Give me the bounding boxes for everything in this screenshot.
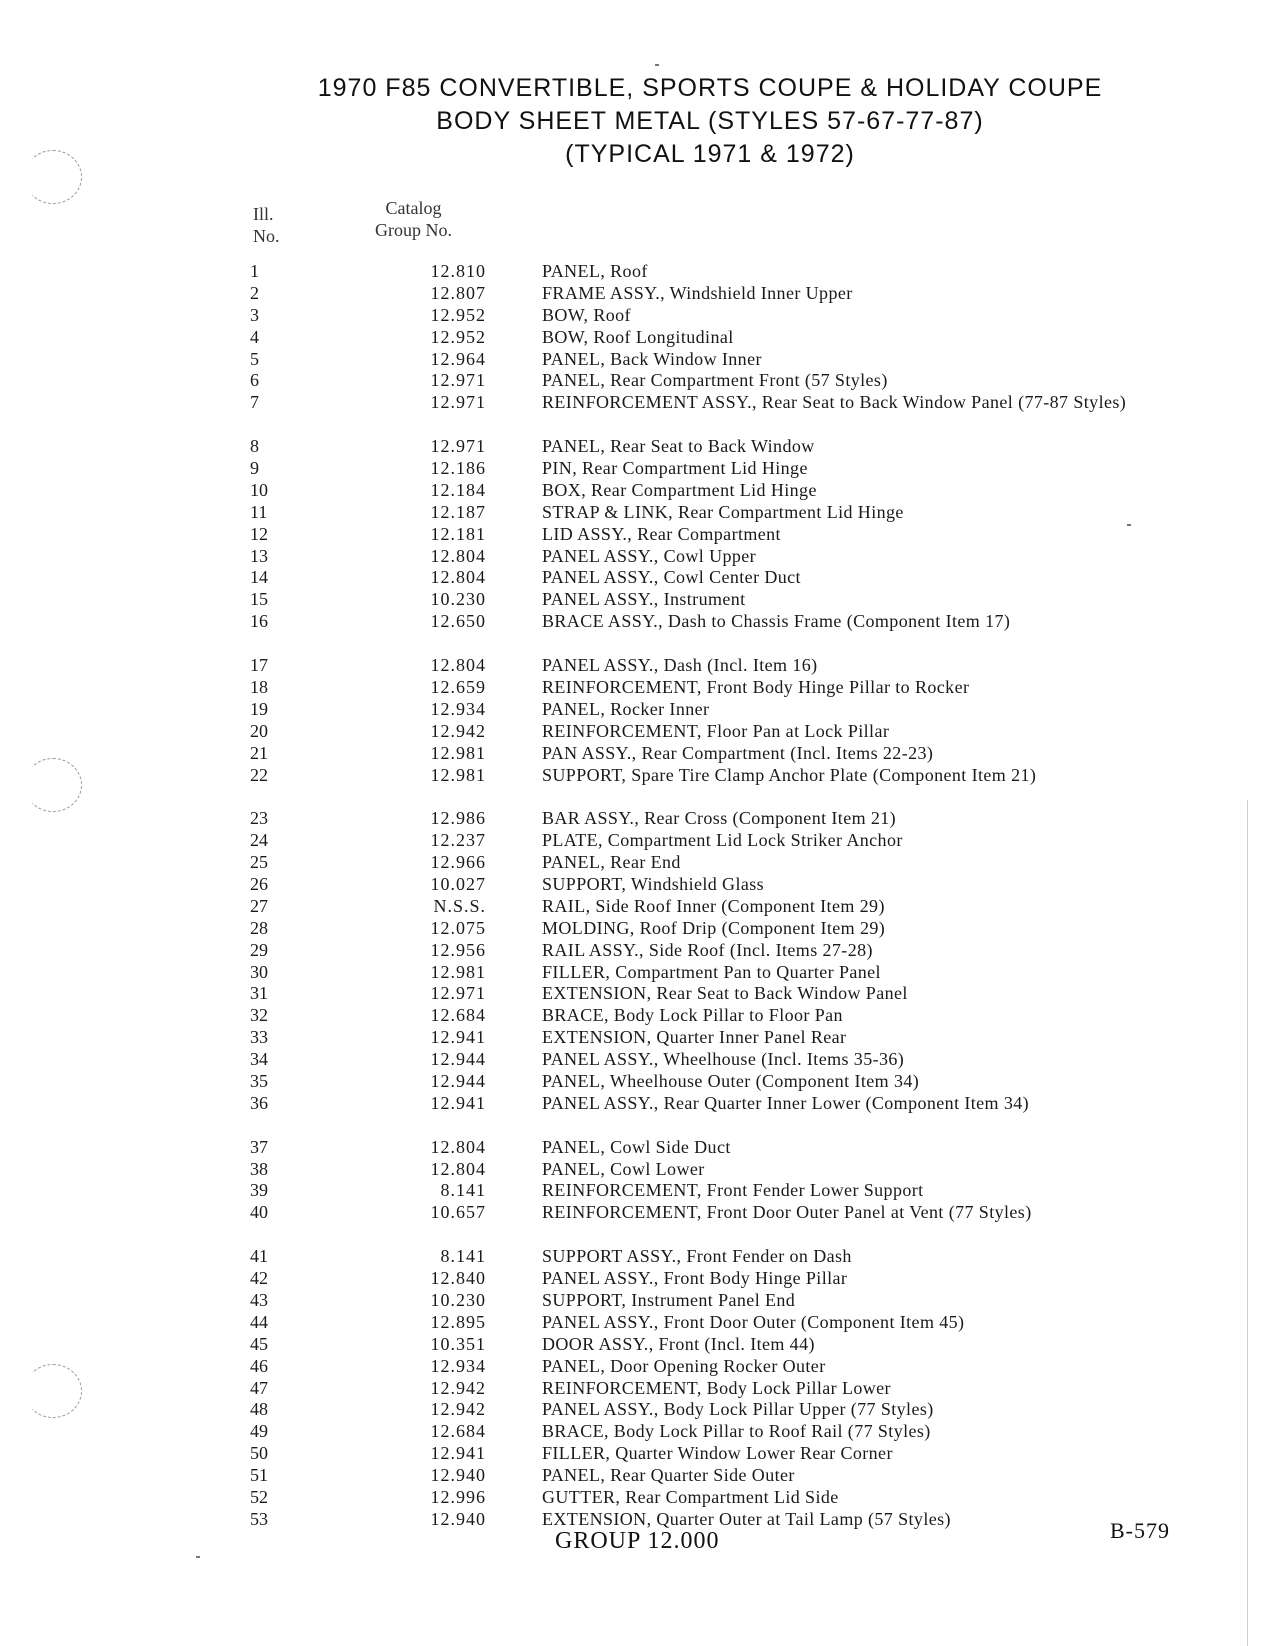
catalog-group-number: 12.840 <box>430 1268 486 1289</box>
ill-number: 31 <box>250 983 268 1004</box>
column-header-catalog-group <box>375 197 452 241</box>
part-description: STRAP & LINK, Rear Compartment Lid Hinge <box>542 501 904 522</box>
list-item <box>0 1071 1271 1093</box>
part-description: REINFORCEMENT, Body Lock Pillar Lower <box>542 1377 891 1398</box>
catalog-group-number: 12.942 <box>430 720 486 741</box>
ill-number: 11 <box>250 501 268 522</box>
catalog-group-number: 12.934 <box>430 1355 486 1376</box>
catalog-group-number: 10.230 <box>430 589 486 610</box>
catalog-group-number: 12.650 <box>430 611 486 632</box>
catalog-group-number: 12.804 <box>430 1136 486 1157</box>
title-line-2: BODY SHEET METAL (STYLES 57-67-77-87) <box>436 107 984 135</box>
ill-number: 39 <box>250 1180 268 1201</box>
list-item <box>0 743 1271 765</box>
part-description: LID ASSY., Rear Compartment <box>542 523 781 544</box>
part-description: PANEL, Rocker Inner <box>542 698 710 719</box>
part-description: PANEL ASSY., Front Door Outer (Component Item 45) <box>542 1311 965 1332</box>
list-item <box>0 699 1271 721</box>
ill-number: 33 <box>250 1027 268 1048</box>
part-description: PANEL ASSY., Cowl Center Duct <box>542 567 801 588</box>
catalog-group-number: 12.952 <box>430 326 486 347</box>
catalog-group-number: 12.237 <box>430 830 486 851</box>
catalog-group-number: 12.659 <box>430 676 486 697</box>
part-description: SUPPORT, Spare Tire Clamp Anchor Plate (Component Item 21) <box>542 764 1037 785</box>
part-description: SUPPORT, Instrument Panel End <box>542 1289 796 1310</box>
list-item <box>0 283 1271 305</box>
ill-number: 21 <box>250 742 268 763</box>
list-item <box>0 261 1271 283</box>
footer-group-label: GROUP 12.000 <box>555 1528 720 1554</box>
catalog-group-number: 12.941 <box>430 1443 486 1464</box>
part-description: BRACE, Body Lock Pillar to Floor Pan <box>542 1005 843 1026</box>
ill-number: 41 <box>250 1246 268 1267</box>
ill-number: 46 <box>250 1355 268 1376</box>
ill-number: 14 <box>250 567 268 588</box>
part-description: PANEL ASSY., Wheelhouse (Incl. Items 35-36) <box>542 1049 905 1070</box>
list-item <box>0 830 1271 852</box>
catalog-group-number: 12.971 <box>430 392 486 413</box>
catalog-group-number: 12.895 <box>430 1311 486 1332</box>
catalog-group-number: 12.996 <box>430 1486 486 1507</box>
part-description: PIN, Rear Compartment Lid Hinge <box>542 458 808 479</box>
part-description: PANEL, Rear End <box>542 852 681 873</box>
list-item <box>0 611 1271 655</box>
part-description: REINFORCEMENT, Front Body Hinge Pillar to Rocker <box>542 676 970 697</box>
ill-number: 4 <box>250 326 259 347</box>
part-description: BOW, Roof <box>542 304 631 325</box>
list-item <box>0 1378 1271 1400</box>
part-description: PLATE, Compartment Lid Lock Striker Anchor <box>542 830 903 851</box>
ill-number: 3 <box>250 304 259 325</box>
scan-speck <box>196 1556 200 1558</box>
part-description: PANEL, Cowl Lower <box>542 1158 705 1179</box>
part-description: PANEL, Rear Compartment Front (57 Styles) <box>542 370 888 391</box>
ill-number: 44 <box>250 1311 268 1332</box>
part-description: FRAME ASSY., Windshield Inner Upper <box>542 282 853 303</box>
ill-number: 47 <box>250 1377 268 1398</box>
ill-number: 5 <box>250 348 259 369</box>
parts-list <box>0 261 1271 1531</box>
catalog-group-number: 12.184 <box>430 479 486 500</box>
ill-number: 7 <box>250 392 259 413</box>
catalog-group-number: 12.810 <box>430 261 486 281</box>
list-item <box>0 940 1271 962</box>
part-description: DOOR ASSY., Front (Incl. Item 44) <box>542 1333 815 1354</box>
catalog-group-number: 12.952 <box>430 304 486 325</box>
list-item <box>0 721 1271 743</box>
list-item <box>0 392 1271 436</box>
catalog-group-number: 10.027 <box>430 873 486 894</box>
part-description: REINFORCEMENT, Floor Pan at Lock Pillar <box>542 720 890 741</box>
list-item <box>0 1487 1271 1509</box>
ill-number: 20 <box>250 720 268 741</box>
part-description: PANEL ASSY., Body Lock Pillar Upper (77 Styles) <box>542 1399 934 1420</box>
catalog-group-number: 12.807 <box>430 282 486 303</box>
part-description: PANEL ASSY., Instrument <box>542 589 746 610</box>
ill-number: 24 <box>250 830 268 851</box>
part-description: RAIL, Side Roof Inner (Component Item 29) <box>542 895 885 916</box>
list-item <box>0 677 1271 699</box>
part-description: MOLDING, Roof Drip (Component Item 29) <box>542 917 886 938</box>
part-description: PANEL, Wheelhouse Outer (Component Item 34) <box>542 1071 920 1091</box>
list-item <box>0 1137 1271 1159</box>
catalog-group-number: 12.986 <box>430 808 486 829</box>
catalog-group-number: 12.981 <box>430 961 486 982</box>
list-item <box>0 1268 1271 1290</box>
page-title <box>300 72 1120 171</box>
list-item <box>0 1049 1271 1071</box>
part-description: PANEL, Rear Seat to Back Window <box>542 436 815 457</box>
catalog-group-number: 8.141 <box>440 1246 486 1267</box>
list-item <box>0 1093 1271 1137</box>
catalog-group-number: 12.940 <box>430 1508 486 1529</box>
catalog-group-number: 12.944 <box>430 1049 486 1070</box>
catalog-group-number: 8.141 <box>440 1180 486 1201</box>
ill-number: 18 <box>250 676 268 697</box>
ill-number: 25 <box>250 852 268 873</box>
catalog-group-number: 10.351 <box>430 1333 486 1354</box>
part-description: GUTTER, Rear Compartment Lid Side <box>542 1486 839 1507</box>
ill-number: 15 <box>250 589 268 610</box>
part-description: BRACE, Body Lock Pillar to Roof Rail (77 Styles) <box>542 1421 931 1442</box>
ill-number: 35 <box>250 1071 268 1091</box>
catalog-group-number: 10.230 <box>430 1289 486 1310</box>
list-item <box>0 589 1271 611</box>
catalog-group-number: 12.941 <box>430 1027 486 1048</box>
part-description: SUPPORT ASSY., Front Fender on Dash <box>542 1246 852 1267</box>
list-item <box>0 1202 1271 1246</box>
part-description: REINFORCEMENT ASSY., Rear Seat to Back Window Panel (77-87 Styles) <box>542 392 1127 413</box>
ill-number: 52 <box>250 1486 268 1507</box>
list-item <box>0 655 1271 677</box>
list-item <box>0 852 1271 874</box>
catalog-group-number: 12.804 <box>430 567 486 588</box>
catalog-group-number: 12.966 <box>430 852 486 873</box>
catalog-group-number: 12.942 <box>430 1377 486 1398</box>
ill-number: 29 <box>250 939 268 960</box>
ill-number: 34 <box>250 1049 268 1070</box>
part-description: PANEL, Back Window Inner <box>542 348 762 369</box>
list-item <box>0 458 1271 480</box>
list-item <box>0 502 1271 524</box>
list-item <box>0 962 1271 984</box>
catalog-group-number: 12.804 <box>430 545 486 566</box>
catalog-group-number: 12.981 <box>430 742 486 763</box>
catalog-group-number: 12.187 <box>430 501 486 522</box>
ill-number: 1 <box>250 261 259 281</box>
part-description: EXTENSION, Quarter Outer at Tail Lamp (57 Styles) <box>542 1508 951 1529</box>
ill-number: 2 <box>250 282 259 303</box>
list-item <box>0 918 1271 940</box>
part-description: BRACE ASSY., Dash to Chassis Frame (Component Item 17) <box>542 611 1011 632</box>
ill-number: 30 <box>250 961 268 982</box>
ill-number: 6 <box>250 370 259 391</box>
catalog-group-number: 12.981 <box>430 764 486 785</box>
catalog-group-number: 12.075 <box>430 917 486 938</box>
catalog-group-number: 12.934 <box>430 698 486 719</box>
part-description: PANEL ASSY., Rear Quarter Inner Lower (Component Item 34) <box>542 1092 1030 1113</box>
list-item <box>0 305 1271 327</box>
list-item <box>0 1421 1271 1443</box>
footer-page-number: B-579 <box>1110 1518 1170 1543</box>
ill-number: 37 <box>250 1136 268 1157</box>
ill-number: 8 <box>250 436 259 457</box>
list-item <box>0 524 1271 546</box>
ill-number: 49 <box>250 1421 268 1442</box>
list-item <box>0 1465 1271 1487</box>
part-description: BOW, Roof Longitudinal <box>542 326 734 347</box>
title-line-3: (TYPICAL 1971 & 1972) <box>565 140 855 168</box>
catalog-group-number: 12.186 <box>430 458 486 479</box>
ill-number: 9 <box>250 458 259 479</box>
catalog-group-number: 12.941 <box>430 1092 486 1113</box>
list-item <box>0 370 1271 392</box>
ill-number: 42 <box>250 1268 268 1289</box>
ill-number: 10 <box>250 479 268 500</box>
catalog-group-number: 12.956 <box>430 939 486 960</box>
ill-number: 17 <box>250 655 268 676</box>
catalog-group-number: 12.684 <box>430 1005 486 1026</box>
part-description: PANEL, Cowl Side Duct <box>542 1136 731 1157</box>
ill-number: 32 <box>250 1005 268 1026</box>
list-item <box>0 567 1271 589</box>
catalog-group-number: 12.944 <box>430 1071 486 1091</box>
list-item <box>0 765 1271 809</box>
catalog-group-number: 12.971 <box>430 370 486 391</box>
list-item <box>0 1443 1271 1465</box>
list-item <box>0 1005 1271 1027</box>
catalog-group-number: 12.684 <box>430 1421 486 1442</box>
part-description: RAIL ASSY., Side Roof (Incl. Items 27-28) <box>542 939 873 960</box>
ill-number: 36 <box>250 1092 268 1113</box>
ill-number: 12 <box>250 523 268 544</box>
ill-number: 43 <box>250 1289 268 1310</box>
ill-number: 27 <box>250 895 268 916</box>
part-description: PANEL, Rear Quarter Side Outer <box>542 1465 795 1486</box>
ill-number: 23 <box>250 808 268 829</box>
catalog-group-number: 12.181 <box>430 523 486 544</box>
part-description: REINFORCEMENT, Front Fender Lower Support <box>542 1180 924 1201</box>
title-line-1: 1970 F85 CONVERTIBLE, SPORTS COUPE & HOLIDAY COUPE <box>317 74 1103 102</box>
ill-number: 50 <box>250 1443 268 1464</box>
list-item <box>0 546 1271 568</box>
list-item <box>0 808 1271 830</box>
ill-number: 28 <box>250 917 268 938</box>
list-item <box>0 349 1271 371</box>
column-header-ill-line2: No. <box>253 226 280 246</box>
list-item <box>0 1159 1271 1181</box>
ill-number: 13 <box>250 545 268 566</box>
ill-number: 51 <box>250 1465 268 1486</box>
catalog-group-number: 12.804 <box>430 655 486 676</box>
catalog-group-number: 12.940 <box>430 1465 486 1486</box>
ill-number: 53 <box>250 1508 268 1529</box>
ill-number: 26 <box>250 873 268 894</box>
column-header-ill-line1: Ill. <box>253 204 274 224</box>
column-header-ill-no <box>253 203 280 247</box>
column-header-catalog-line1: Catalog <box>385 198 442 218</box>
list-item <box>0 1399 1271 1421</box>
ill-number: 45 <box>250 1333 268 1354</box>
part-description: EXTENSION, Rear Seat to Back Window Panel <box>542 983 908 1004</box>
catalog-group-number: N.S.S. <box>433 895 486 916</box>
part-description: FILLER, Quarter Window Lower Rear Corner <box>542 1443 893 1464</box>
column-header-catalog-line2: Group No. <box>375 220 452 240</box>
ill-number: 19 <box>250 698 268 719</box>
ill-number: 40 <box>250 1202 268 1223</box>
catalog-group-number: 12.942 <box>430 1399 486 1420</box>
part-description: REINFORCEMENT, Front Door Outer Panel at Vent (77 Styles) <box>542 1202 1032 1223</box>
catalog-group-number: 10.657 <box>430 1202 486 1223</box>
part-description: BAR ASSY., Rear Cross (Component Item 21) <box>542 808 897 829</box>
list-item <box>0 1180 1271 1202</box>
list-item <box>0 896 1271 918</box>
list-item <box>0 1356 1271 1378</box>
list-item <box>0 1027 1271 1049</box>
part-description: SUPPORT, Windshield Glass <box>542 873 765 894</box>
part-description: EXTENSION, Quarter Inner Panel Rear <box>542 1027 847 1048</box>
ill-number: 16 <box>250 611 268 632</box>
part-description: PANEL, Door Opening Rocker Outer <box>542 1355 826 1376</box>
list-item <box>0 480 1271 502</box>
catalog-group-number: 12.971 <box>430 983 486 1004</box>
catalog-group-number: 12.971 <box>430 436 486 457</box>
ill-number: 48 <box>250 1399 268 1420</box>
list-item <box>0 1334 1271 1356</box>
list-item <box>0 327 1271 349</box>
punch-hole-top <box>24 150 82 204</box>
part-description: PANEL, Roof <box>542 261 648 281</box>
catalog-group-number: 12.804 <box>430 1158 486 1179</box>
part-description: BOX, Rear Compartment Lid Hinge <box>542 479 817 500</box>
list-item <box>0 1290 1271 1312</box>
list-item <box>0 874 1271 896</box>
list-item <box>0 1246 1271 1268</box>
list-item <box>0 1312 1271 1334</box>
part-description: PAN ASSY., Rear Compartment (Incl. Items 22-23) <box>542 742 934 763</box>
ill-number: 38 <box>250 1158 268 1179</box>
scan-speck <box>655 64 659 66</box>
ill-number: 22 <box>250 764 268 785</box>
list-item <box>0 436 1271 458</box>
part-description: FILLER, Compartment Pan to Quarter Panel <box>542 961 881 982</box>
catalog-group-number: 12.964 <box>430 348 486 369</box>
part-description: PANEL ASSY., Dash (Incl. Item 16) <box>542 655 818 676</box>
list-item <box>0 983 1271 1005</box>
part-description: PANEL ASSY., Front Body Hinge Pillar <box>542 1268 848 1289</box>
part-description: PANEL ASSY., Cowl Upper <box>542 545 757 566</box>
